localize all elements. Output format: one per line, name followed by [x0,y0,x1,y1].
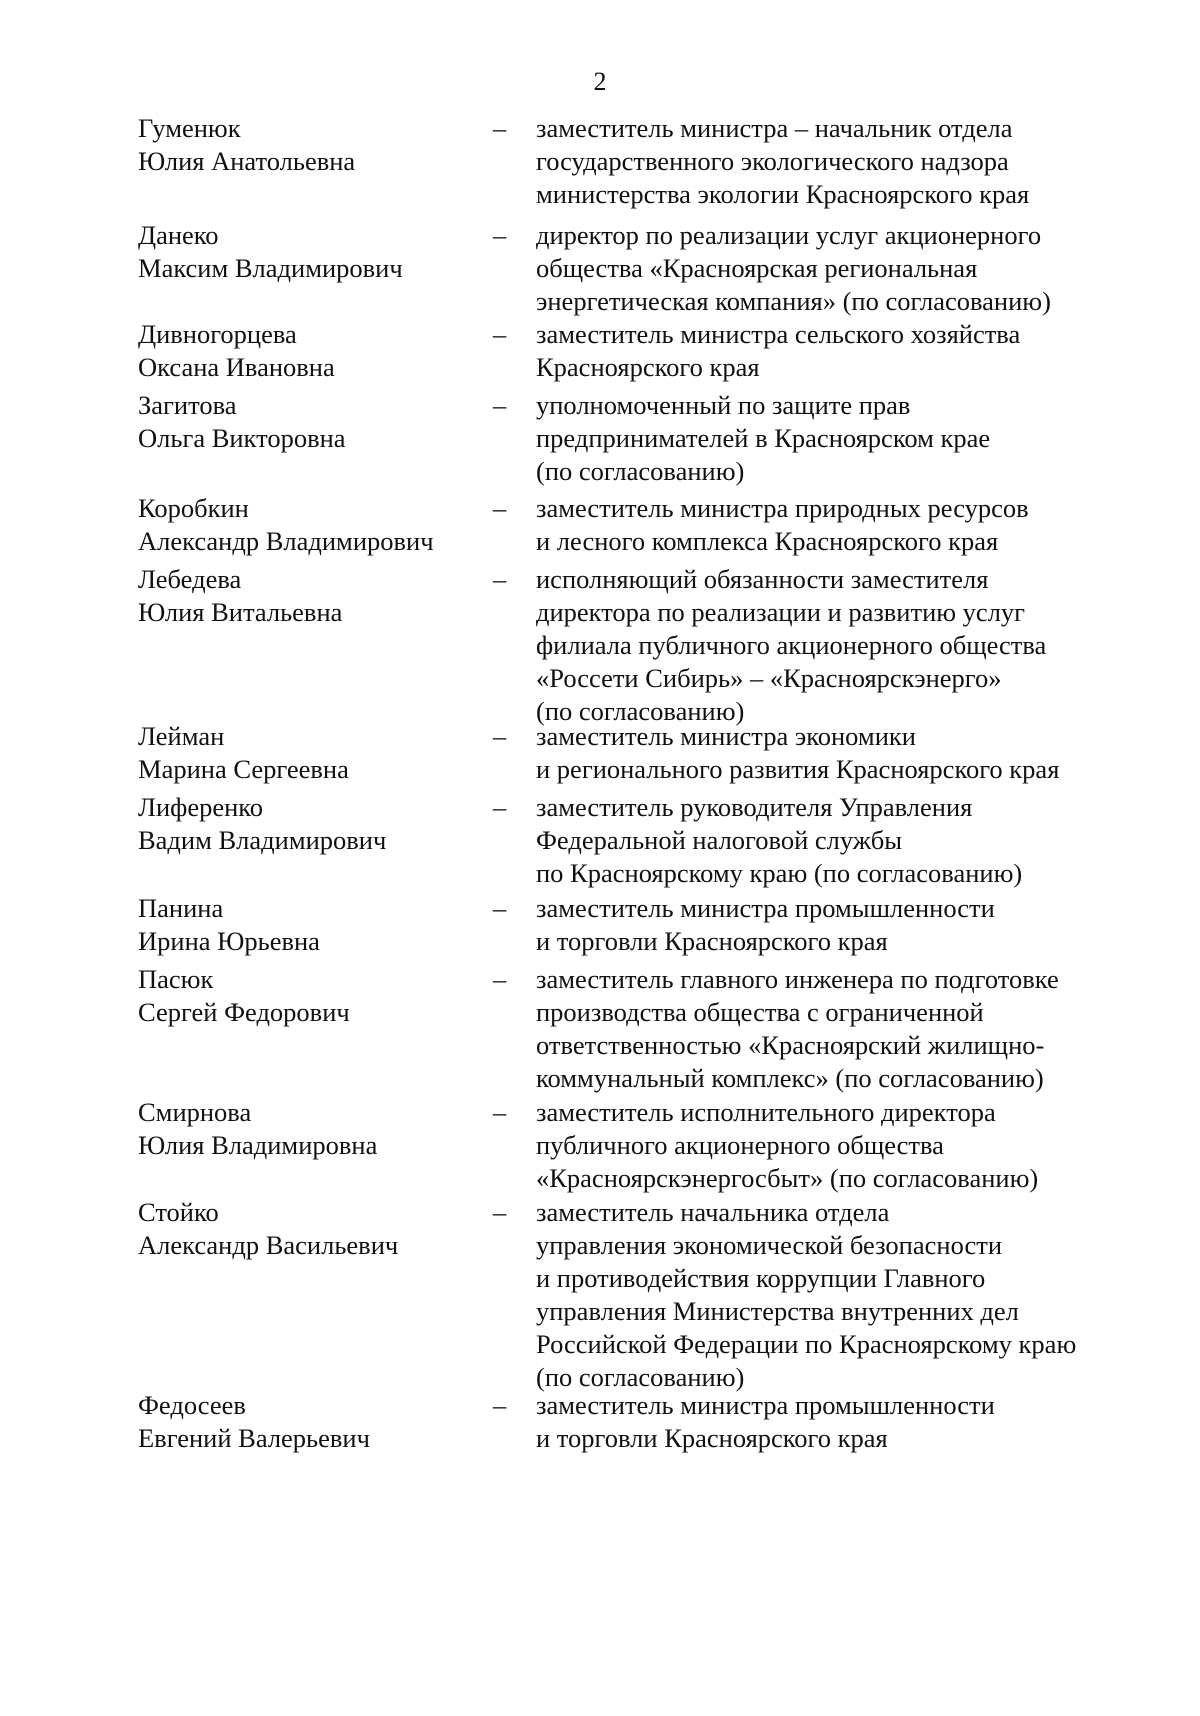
member-given-names: Юлия Анатольевна [138,146,356,176]
member-given-names: Юлия Владимировна [138,1130,378,1160]
position-line: (по согласованию) [536,456,745,486]
member-surname: Лейман [138,721,225,751]
member-given-names: Оксана Ивановна [138,352,335,382]
position-line: управления Министерства внутренних дел [536,1296,1019,1326]
position-line: ответственностью «Красноярский жилищно- [536,1030,1045,1060]
position-line: Красноярского края [536,352,760,382]
member-given-names: Ольга Викторовна [138,423,346,453]
member-position [536,563,1146,728]
member-name [138,720,488,786]
position-line: заместитель исполнительного директора [536,1097,996,1127]
separator-dash: – [493,1390,507,1420]
position-line: публичного акционерного общества [536,1130,944,1160]
member-surname: Загитова [138,390,237,420]
separator-dash: – [493,493,507,523]
position-line: заместитель министра экономики [536,721,916,751]
position-line: заместитель начальника отдела [536,1197,890,1227]
member-surname: Федосеев [138,1390,246,1420]
position-line: исполняющий обязанности заместителя [536,564,989,594]
member-name [138,219,488,285]
member-name [138,1196,488,1262]
page-number: 2 [593,67,607,96]
member-surname: Панина [138,893,224,923]
member-name [138,1096,488,1162]
position-line: государственного экологического надзора [536,146,1009,176]
member-given-names: Вадим Владимирович [138,825,387,855]
position-line: общества «Красноярская региональная [536,253,978,283]
member-position [536,492,1146,558]
position-line: «Красноярскэнергосбыт» (по согласованию) [536,1163,1039,1193]
separator-dash: – [493,319,507,349]
separator-dash: – [493,1197,507,1227]
separator-dash: – [493,964,507,994]
member-position [536,720,1146,786]
member-given-names: Марина Сергеевна [138,754,349,784]
position-line: коммунальный комплекс» (по согласованию) [536,1063,1044,1093]
position-line: и противодействия коррупции Главного [536,1263,986,1293]
position-line: заместитель министра промышленности [536,1390,995,1420]
member-given-names: Юлия Витальевна [138,597,343,627]
separator-dash: – [493,220,507,250]
position-line: и лесного комплекса Красноярского края [536,526,999,556]
member-name [138,389,488,455]
member-name [138,1389,488,1455]
member-given-names: Александр Владимирович [138,526,434,556]
position-line: по Красноярскому краю (по согласованию) [536,858,1023,888]
member-name [138,112,488,178]
position-line: производства общества с ограниченной [536,997,984,1027]
separator-dash: – [493,390,507,420]
member-given-names: Ирина Юрьевна [138,926,320,956]
separator-dash: – [493,893,507,923]
member-name [138,963,488,1029]
position-line: и торговли Красноярского края [536,1423,888,1453]
member-surname: Лиференко [138,792,264,822]
position-line: (по согласованию) [536,1362,745,1392]
position-line: «Россети Сибирь» – «Красноярскэнерго» [536,663,1002,693]
member-position [536,1389,1146,1455]
member-surname: Стойко [138,1197,219,1227]
position-line: заместитель министра сельского хозяйства [536,319,1021,349]
position-line: заместитель министра – начальник отдела [536,113,1013,143]
separator-dash: – [493,1097,507,1127]
member-given-names: Сергей Федорович [138,997,350,1027]
position-line: заместитель главного инженера по подготовке [536,964,1059,994]
member-position [536,1196,1146,1394]
member-name [138,318,488,384]
member-name [138,892,488,958]
position-line: заместитель руководителя Управления [536,792,973,822]
member-surname: Лебедева [138,564,242,594]
member-surname: Данеко [138,220,219,250]
member-name [138,791,488,857]
position-line: Федеральной налоговой службы [536,825,903,855]
member-position [536,318,1146,384]
position-line: заместитель министра природных ресурсов [536,493,1029,523]
member-given-names: Евгений Валерьевич [138,1423,370,1453]
position-line: энергетическая компания» (по согласованию) [536,286,1051,316]
member-given-names: Александр Васильевич [138,1230,399,1260]
position-line: директор по реализации услуг акционерного [536,220,1042,250]
member-given-names: Максим Владимирович [138,253,403,283]
position-line: министерства экологии Красноярского края [536,179,1030,209]
position-line: директора по реализации и развитию услуг [536,597,1026,627]
separator-dash: – [493,113,507,143]
position-line: уполномоченный по защите прав [536,390,911,420]
separator-dash: – [493,721,507,751]
position-line: филиала публичного акционерного общества [536,630,1047,660]
member-position [536,389,1146,488]
member-surname: Дивногорцева [138,319,297,349]
position-line: заместитель министра промышленности [536,893,995,923]
member-name [138,563,488,629]
member-surname: Коробкин [138,493,249,523]
member-surname: Смирнова [138,1097,252,1127]
position-line: (по согласованию) [536,696,745,726]
member-surname: Пасюк [138,964,214,994]
member-name [138,492,488,558]
position-line: предпринимателей в Красноярском крае [536,423,991,453]
separator-dash: – [493,792,507,822]
position-line: и торговли Красноярского края [536,926,888,956]
position-line: управления экономической безопасности [536,1230,1003,1260]
member-position [536,1096,1146,1195]
member-position [536,892,1146,958]
position-line: Российской Федерации по Красноярскому краю [536,1329,1077,1359]
member-position [536,219,1146,318]
member-position [536,112,1146,211]
member-position [536,963,1146,1095]
separator-dash: – [493,564,507,594]
member-position [536,791,1146,890]
position-line: и регионального развития Красноярского края [536,754,1060,784]
member-surname: Гуменюк [138,113,241,143]
